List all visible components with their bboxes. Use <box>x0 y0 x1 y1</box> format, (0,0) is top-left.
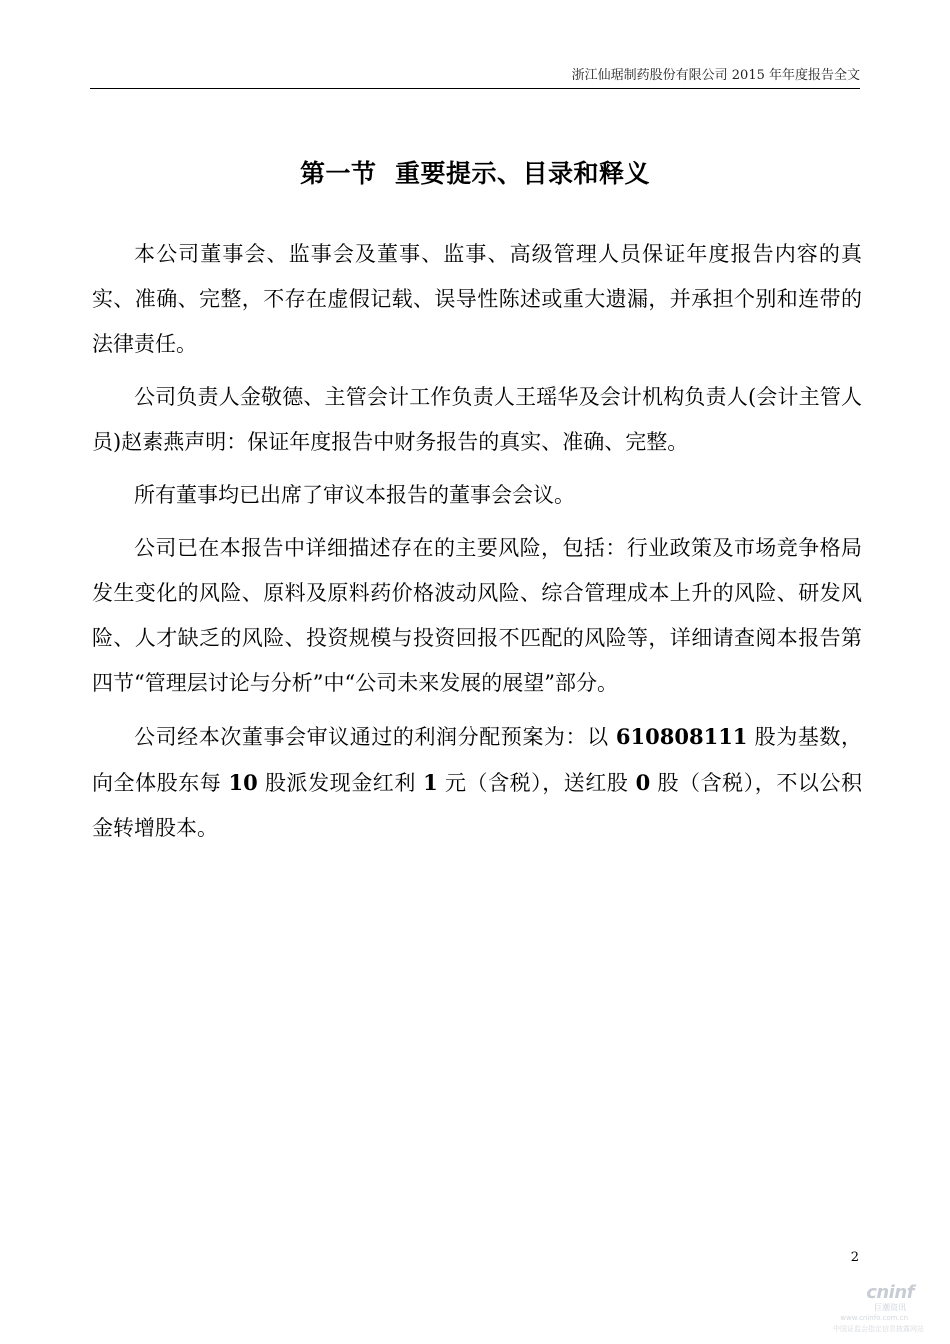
per-shares-value: 10 <box>228 770 258 795</box>
cash-dividend-value: 1 <box>423 770 438 795</box>
document-body <box>92 232 862 859</box>
profit-text-5: 股（含税），不以公积金转增股本。 <box>92 771 862 840</box>
profit-text-3: 股派发现金红利 <box>257 771 424 795</box>
cninfo-watermark <box>818 1280 928 1336</box>
paragraph-responsibility-statement: 本公司董事会、监事会及董事、监事、高级管理人员保证年度报告内容的真实、准确、完整，不存在虚假记载、误导性陈述或重大遗漏，并承担个别和连带的法律责任。 <box>92 242 862 356</box>
bonus-shares-value: 0 <box>635 770 651 795</box>
profit-text-2: 股为基数，向全体股东每 <box>92 725 862 795</box>
profit-text-1: 公司经本次董事会审议通过的利润分配预案为：以 <box>134 725 616 749</box>
paragraph-profit-distribution <box>92 714 862 851</box>
paragraph-officer-declaration: 公司负责人金敬德、主管会计工作负责人王瑶华及会计机构负责人(会计主管人员)赵素燕声明：保证年度报告中财务报告的真实、准确、完整。 <box>92 385 862 454</box>
report-header-title: 浙江仙琚制药股份有限公司 2015 年年度报告全文 <box>571 68 860 83</box>
profit-text-4: 元（含税），送红股 <box>437 771 636 795</box>
cninfo-brand-cn: 巨潮资讯 <box>874 1303 906 1312</box>
cninfo-logo: cninf <box>866 1282 914 1303</box>
cninfo-url: www.cninfo.com.cn <box>840 1314 908 1322</box>
paragraph-risk-disclosure: 公司已在本报告中详细描述存在的主要风险，包括：行业政策及市场竞争格局发生变化的风险、原料及原料药价格波动风险、综合管理成本上升的风险、研发风险、人才缺乏的风险、投资规模与投资回报不匹配的风险等，详细请查阅本报告第四节“管理层讨论与分析”中“公司未来发展的展望”部分。 <box>92 536 862 695</box>
page-number: 2 <box>850 1250 859 1265</box>
shares-base-value: 610808111 <box>615 724 748 749</box>
section-title: 第一节 重要提示、目录和释义 <box>300 159 650 188</box>
paragraph-board-attendance: 所有董事均已出席了审议本报告的董事会会议。 <box>134 483 575 507</box>
cninfo-tagline: 中国证监会指定信息披露网站 <box>833 1325 924 1333</box>
header-divider <box>90 88 860 89</box>
